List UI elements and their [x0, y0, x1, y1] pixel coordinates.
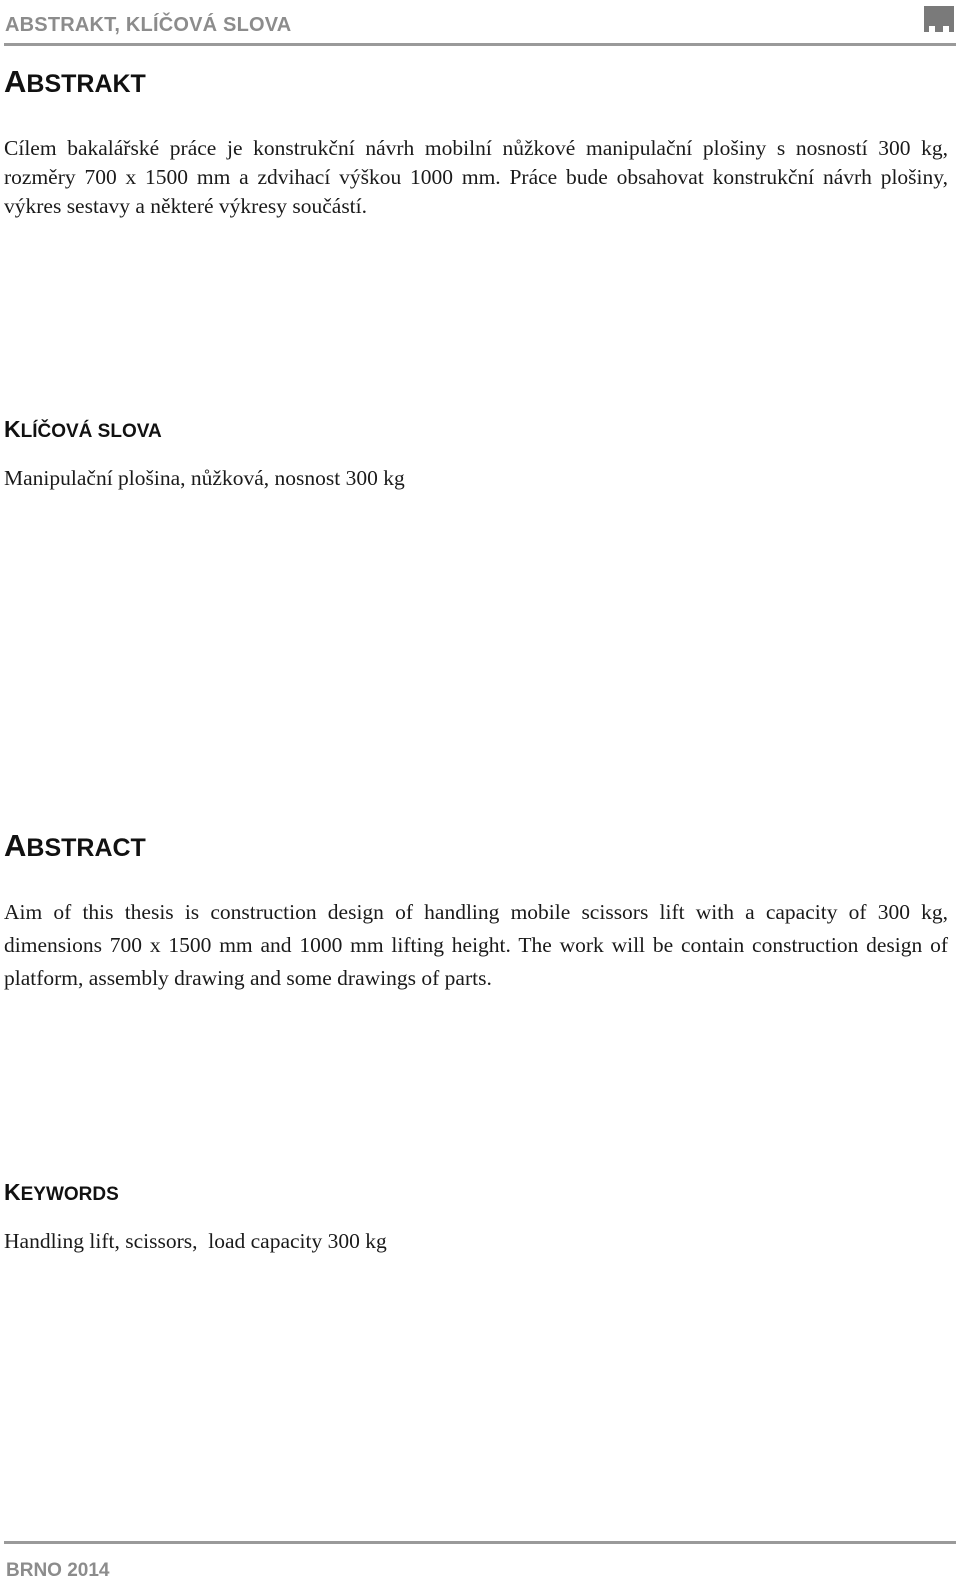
running-header: ABSTRAKT, KLÍČOVÁ SLOVA [5, 14, 292, 36]
keywords-heading: KEYWORDS [4, 1179, 119, 1205]
abstrakt-text: Cílem bakalářské práce je konstrukční návrh mobilní nůžkové manipulační plošiny s nosností 300 kg, rozměry 700 x 1500 mm a zdvihací výškou 1000 mm. Práce bude obsahovat konstrukční návrh plošiny, výkres sestavy a některé výkresy součástí. [4, 136, 948, 218]
university-logo-icon [923, 4, 955, 34]
header-rule [4, 43, 956, 46]
keywords-text: Handling lift, scissors, load capacity 300 kg [4, 1229, 387, 1253]
abstract-text: Aim of this thesis is construction design of handling mobile scissors lift with a capacity of 300 kg, dimensions 700 x 1500 mm and 1000 mm lifting height. The work will be contain construction design of platform, assembly drawing and some drawings of parts. [4, 900, 948, 990]
footer-rule [4, 1541, 956, 1544]
abstract-heading: ABSTRACT [4, 828, 146, 863]
klicova-slova-heading: KLÍČOVÁ SLOVA [4, 416, 162, 442]
abstrakt-heading: ABSTRAKT [4, 64, 146, 99]
footer-text: BRNO 2014 [6, 1560, 110, 1581]
klicova-slova-text: Manipulační plošina, nůžková, nosnost 300 kg [4, 466, 405, 490]
